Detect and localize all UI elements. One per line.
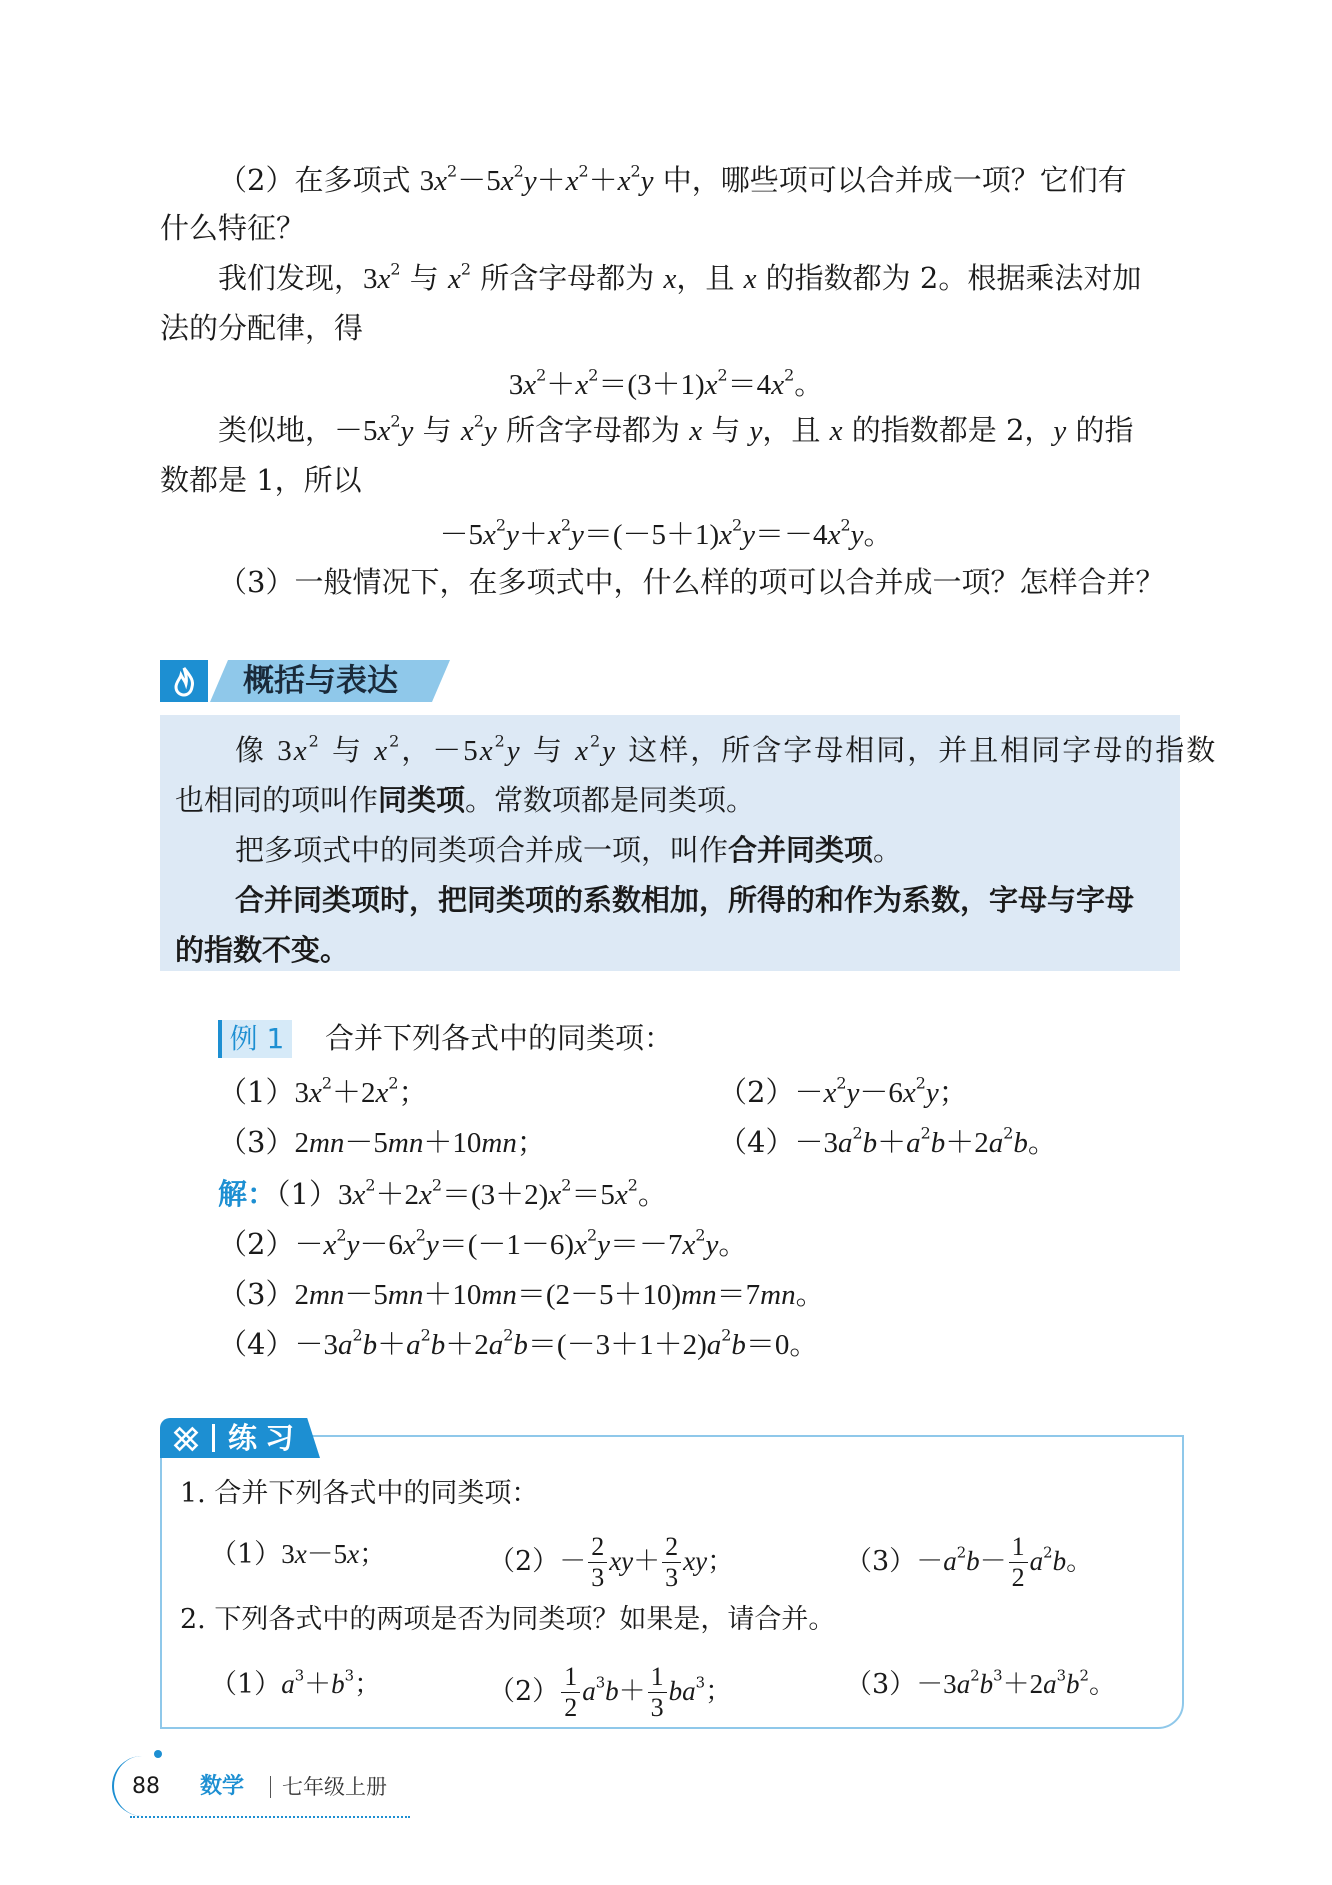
book-title: 数学 xyxy=(200,1774,245,1799)
paragraph-discovery-continued: 法的分配律，得 xyxy=(160,311,364,345)
example-item-1: $(1)3x^2+2x^2$； xyxy=(218,1073,428,1109)
section-title: 概括与表达 xyxy=(243,663,398,699)
example-title: 合并下列各式中的同类项： xyxy=(325,1021,674,1055)
solution-label: 解： xyxy=(218,1177,277,1211)
definition-line-1: 像 $3x^2$ 与 $x^2$，$-5x^2y$ 与 $x^2y$ 这样，所含字母相同，并且相同字母的指数 xyxy=(235,731,1218,767)
footer-separator xyxy=(270,1776,271,1798)
practice-1-item-1: （1）3x－5x； xyxy=(210,1539,387,1570)
equation-1: $3x^2+x^2=(3+1)x^2=4x^2$。 xyxy=(508,365,824,401)
practice-question-1: 1. 合并下列各式中的同类项： xyxy=(180,1478,539,1509)
equation-2: $-5x^2y+x^2y=(-5+1)x^2y=-4x^2y$。 xyxy=(439,515,893,551)
practice-2-item-2: （2） $\frac{1}{2}$ $a^3b+$ $\frac{1}{3}$ $ba^3$； xyxy=(488,1662,733,1722)
paragraph-similarly: 类似地，$-5x^2y$ 与 $x^2y$ 所含字母都为 x 与 y，且 x 的指数都是 2，y 的指 xyxy=(218,411,1134,447)
rule-line-1: 合并同类项时，把同类项的系数相加，所得的和作为系数，字母与字母 xyxy=(235,883,1135,917)
solution-3: （3）2mn－5mn＋10mn＝(2－5＋10)mn＝7mn。 xyxy=(218,1277,825,1311)
grade-label: 七年级上册 xyxy=(282,1775,387,1799)
solution-1: 解：$(1)3x^2+2x^2=(3+2)x^2=5x^2$。 xyxy=(218,1175,667,1211)
practice-1-item-3: $(3)-a^2b-$ $\frac{1}{2}$ $a^2b$。 xyxy=(845,1532,1094,1592)
practice-question-2: 2. 下列各式中的两项是否为同类项？如果是，请合并。 xyxy=(180,1604,836,1635)
practice-title: 练习 xyxy=(228,1421,303,1455)
solution-2: $(2)-x^2y-6x^2y=(-1-6)x^2y=-7x^2y$。 xyxy=(218,1225,748,1261)
term-like-terms: 同类项 xyxy=(378,783,466,817)
term-combine-like-terms: 合并同类项 xyxy=(728,833,874,867)
example-tag: 例 1 xyxy=(218,1020,292,1058)
practice-2-item-3: $(3)-3a^2b^3+2a^3b^2$。 xyxy=(845,1666,1116,1700)
definition-line-3: 把多项式中的同类项合并成一项，叫作合并同类项。 xyxy=(235,833,903,867)
section-badge xyxy=(160,660,208,702)
practice-1-item-2: （2）－ $\frac{2}{3}$ xy＋ $\frac{2}{3}$ xy； xyxy=(488,1532,735,1592)
example-item-2: $(2)-x^2y-6x^2y$； xyxy=(718,1073,968,1109)
paragraph-similarly-continued: 数都是 1，所以 xyxy=(160,463,362,497)
question-2-continued: 什么特征？ xyxy=(160,211,306,245)
question-2: （2）在多项式 $3x^2-5x^2y+x^2+x^2y$ 中，哪些项可以合并成一项？它们有 xyxy=(218,161,1127,197)
practice-separator xyxy=(212,1424,215,1452)
pencil-ruler-icon xyxy=(170,1422,202,1454)
rule-line-2: 的指数不变。 xyxy=(175,933,350,967)
example-item-3: （3）2mn－5mn＋10mn； xyxy=(218,1125,546,1159)
solution-4: $(4)-3a^2b+a^2b+2a^2b=(-3+1+2)a^2b=0$。 xyxy=(218,1325,819,1361)
definition-line-2: 也相同的项叫作同类项。常数项都是同类项。 xyxy=(175,783,756,817)
paragraph-discovery: 我们发现，$3x^2$ 与 $x^2$ 所含字母都为 x，且 x 的指数都为 2。根据乘法对加 xyxy=(218,259,1142,295)
question-3: （3）一般情况下，在多项式中，什么样的项可以合并成一项？怎样合并？ xyxy=(218,565,1165,599)
flame-icon xyxy=(160,660,208,702)
footer-dotted-rule xyxy=(130,1816,410,1818)
page-number: 88 xyxy=(132,1774,160,1799)
practice-2-item-1: $(1)a^3+b^3$； xyxy=(210,1666,382,1700)
example-item-4: $(4)-3a^2b+a^2b+2a^2b$。 xyxy=(718,1123,1057,1159)
definition-box xyxy=(160,715,1218,971)
